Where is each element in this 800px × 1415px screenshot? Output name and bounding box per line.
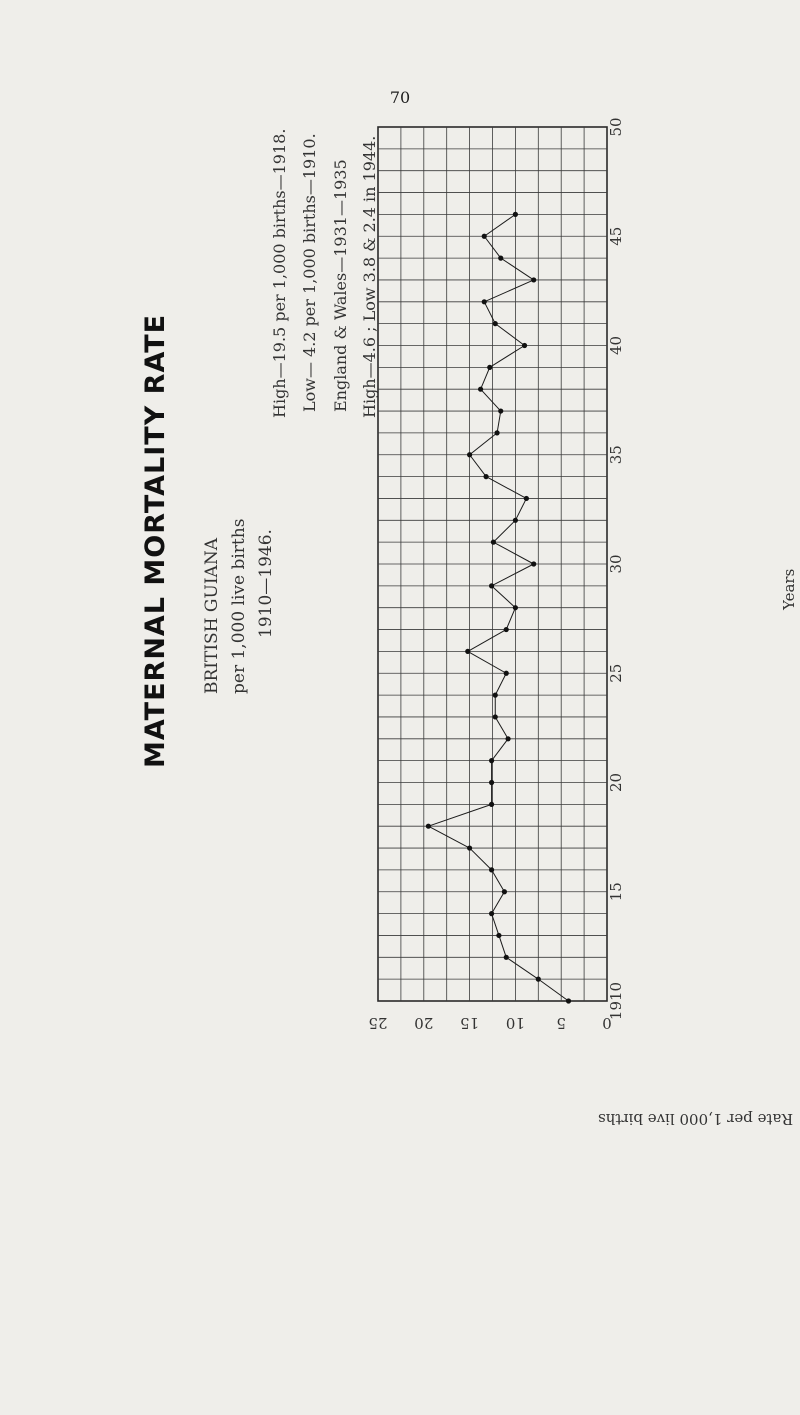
data-point	[489, 802, 494, 807]
y-tick-label: 0	[602, 1014, 612, 1032]
series-segment	[497, 411, 501, 433]
series-segment	[495, 324, 524, 346]
series-segment	[470, 455, 486, 477]
y-tick-label: 20	[414, 1014, 434, 1032]
x-tick-label: 25	[607, 663, 625, 683]
series-segment	[499, 935, 506, 957]
x-tick-label: 20	[607, 772, 625, 793]
data-point	[483, 474, 488, 479]
y-tick-label: 15	[460, 1014, 480, 1032]
data-point	[522, 343, 527, 348]
series-segment	[538, 979, 568, 1001]
page-number: 70	[389, 88, 411, 107]
x-tick-label: 45	[607, 226, 625, 246]
series-segment	[484, 214, 515, 236]
data-point	[489, 911, 494, 916]
y-tick-label: 5	[556, 1014, 566, 1032]
data-point	[493, 693, 498, 698]
stat-low: Low— 4.2 per 1,000 births—1910.	[300, 133, 319, 412]
x-tick-label: 50	[607, 117, 625, 137]
data-point	[465, 649, 470, 654]
series-segment	[428, 804, 491, 826]
data-point	[482, 234, 487, 239]
series-segment	[492, 739, 508, 761]
data-point	[504, 627, 509, 632]
x-axis-title: Years	[780, 568, 798, 610]
series-segment	[428, 826, 469, 848]
series-segment	[492, 564, 534, 586]
data-point	[496, 933, 501, 938]
data-point	[513, 605, 518, 610]
data-point	[467, 452, 472, 457]
series-segment	[492, 870, 505, 892]
data-point	[493, 714, 498, 719]
x-tick-label: 40	[607, 335, 625, 356]
stat-england-wales: England & Wales—1931—1935	[331, 159, 350, 412]
data-point	[498, 256, 503, 261]
series-segment	[481, 389, 501, 411]
data-point	[502, 889, 507, 894]
data-point	[536, 977, 541, 982]
series-segment	[492, 892, 505, 914]
data-point	[505, 736, 510, 741]
subtitle-period: 1910—1946.	[256, 529, 276, 638]
y-tick-label: 10	[505, 1014, 525, 1032]
data-point	[524, 496, 529, 501]
y-axis-title: Rate per 1,000 live births	[598, 1110, 794, 1128]
subtitle-country: BRITISH GUIANA	[202, 538, 222, 694]
data-point	[489, 867, 494, 872]
data-point	[513, 212, 518, 217]
series-segment	[493, 520, 515, 542]
chart-title: MATERNAL MORTALITY RATE	[140, 313, 171, 768]
data-point	[494, 430, 499, 435]
x-tick-label: 1910	[607, 981, 625, 1021]
series-segment	[515, 498, 526, 520]
stat-high: High—19.5 per 1,000 births—1918.	[270, 128, 289, 418]
data-point	[513, 518, 518, 523]
data-point	[504, 955, 509, 960]
data-point	[531, 561, 536, 566]
data-point	[487, 365, 492, 370]
data-point	[489, 583, 494, 588]
series-segment	[481, 367, 490, 389]
series-segment	[468, 630, 506, 652]
data-point	[566, 998, 571, 1003]
data-point	[467, 845, 472, 850]
data-point	[531, 277, 536, 282]
data-point	[489, 758, 494, 763]
x-tick-label: 30	[607, 554, 625, 574]
series-segment	[484, 280, 533, 302]
series-segment	[495, 673, 506, 695]
series-segment	[490, 346, 525, 368]
data-point	[491, 540, 496, 545]
data-point	[426, 824, 431, 829]
series-segment	[493, 542, 533, 564]
series-segment	[501, 258, 534, 280]
data-point	[498, 408, 503, 413]
stat-england-wales-range: High—4.6 ; Low 3.8 & 2.4 in 1944.	[360, 135, 379, 418]
data-point	[489, 780, 494, 785]
series-segment	[484, 302, 495, 324]
y-tick-label: 25	[368, 1014, 388, 1032]
series-segment	[470, 848, 492, 870]
x-tick-label: 35	[607, 445, 625, 465]
series-segment	[468, 651, 506, 673]
subtitle-unit: per 1,000 live births	[229, 518, 249, 694]
series-segment	[470, 433, 497, 455]
series-segment	[495, 717, 508, 739]
series-segment	[492, 586, 516, 608]
series-segment	[506, 957, 538, 979]
data-point	[493, 321, 498, 326]
series-segment	[506, 608, 515, 630]
data-point	[478, 387, 483, 392]
data-point	[482, 299, 487, 304]
x-tick-label: 15	[607, 882, 625, 902]
data-point	[504, 671, 509, 676]
